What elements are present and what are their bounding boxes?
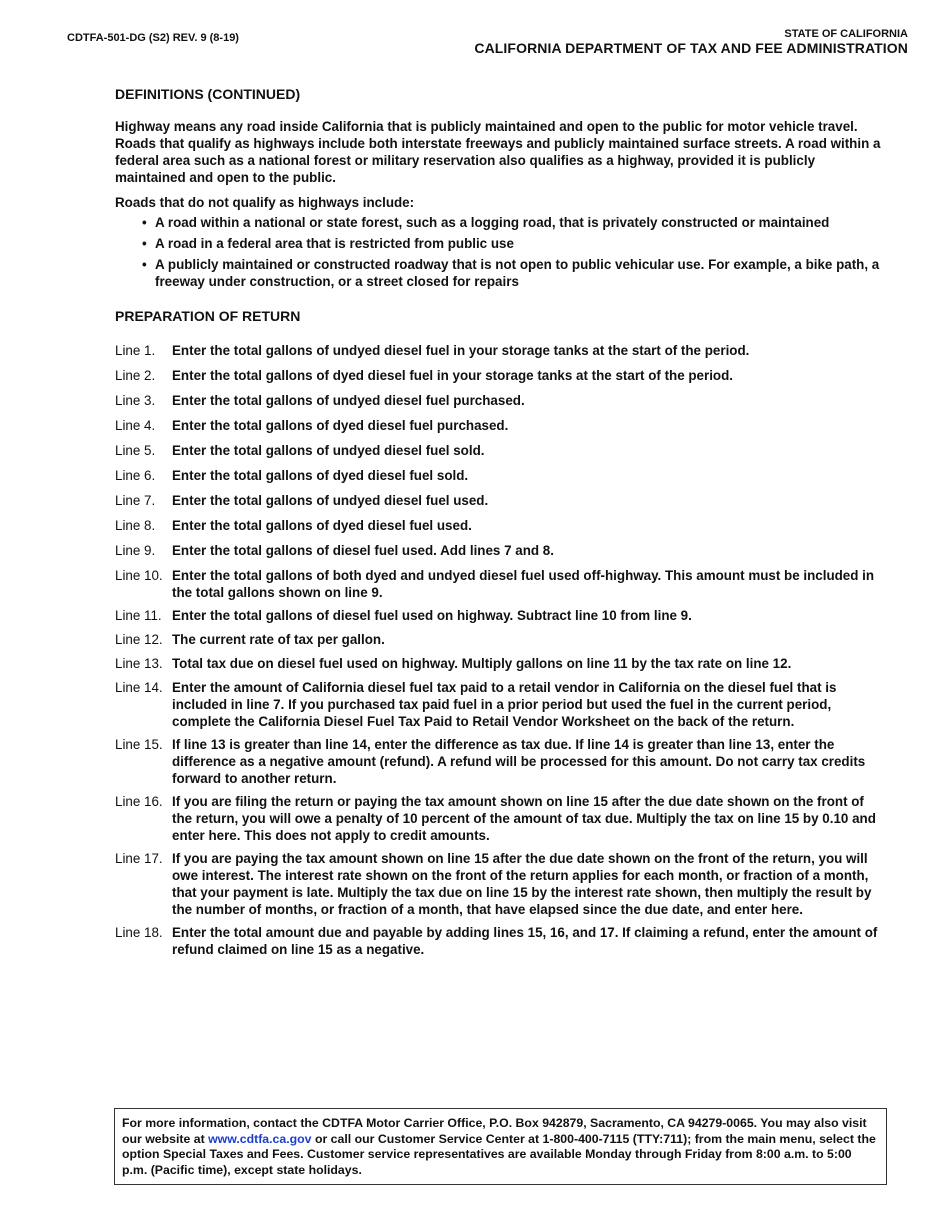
line-label: Line 11.	[115, 608, 162, 623]
line-label: Line 15.	[115, 737, 163, 752]
line-text: If you are paying the tax amount shown on line 15 after the due date shown on the front of the return, you will owe interest. The interest rate shown on the front of the return applies for each month, or fraction of a month, that your payment is late. Multiply the tax due on line 15 by the interest rate shown, then multiply the result by the number of months, or fraction of a month, that have elapsed since the due date, and enter here.	[172, 851, 872, 917]
contact-info-text: For more information, contact the CDTFA Motor Carrier Office, P.O. Box 942879, Sacramento, CA 94279-0065. You may also visit our website at www.cdtfa.ca.gov or call our Customer Service Center at 1-800-400-7115 (TTY:711); from the main menu, select the option Special Taxes and Fees. Customer service representatives are available Monday through Friday from 8:00 a.m. to 5:00 p.m. (Pacific time), except state holidays.	[122, 1116, 876, 1177]
line-label: Line 7.	[115, 493, 156, 508]
line-label: Line 17.	[115, 851, 163, 866]
document-body	[115, 86, 885, 964]
line-label: Line 9.	[115, 543, 156, 558]
line-row	[115, 467, 885, 484]
line-label: Line 8.	[115, 518, 156, 533]
line-text: Enter the total gallons of dyed diesel fuel used.	[172, 518, 472, 533]
line-row	[115, 492, 885, 509]
line-row	[115, 517, 885, 534]
line-row	[115, 567, 885, 601]
line-text: Total tax due on diesel fuel used on highway. Multiply gallons on line 11 by the tax rate on line 12.	[172, 656, 792, 671]
line-row	[115, 736, 885, 787]
definitions-heading: DEFINITIONS (CONTINUED)	[115, 86, 301, 102]
line-label: Line 5.	[115, 443, 156, 458]
line-label: Line 3.	[115, 393, 156, 408]
bullet-icon: •	[142, 257, 147, 272]
state-label: STATE OF CALIFORNIA	[784, 28, 908, 40]
line-row	[115, 607, 885, 624]
line-row	[115, 542, 885, 559]
line-text: Enter the total gallons of both dyed and undyed diesel fuel used off-highway. This amount must be included in the total gallons shown on line 9.	[172, 568, 875, 600]
line-text: Enter the total gallons of dyed diesel fuel sold.	[172, 468, 469, 483]
line-text: Enter the total gallons of undyed diesel fuel in your storage tanks at the start of the period.	[172, 343, 750, 358]
line-text: Enter the amount of California diesel fuel tax paid to a retail vendor in California on the diesel fuel that is included in line 7. If you purchased tax paid fuel in a prior period but used the fuel in the current period, complete the California Diesel Fuel Tax Paid to Retail Vendor Worksheet on the back of the return.	[172, 680, 837, 729]
line-text: If you are filing the return or paying the tax amount shown on line 15 after the due date shown on the front of the return, you will owe a penalty of 10 percent of the amount of tax due. Multiply the tax on line 15 by 0.10 and enter here. This does not apply to credit amounts.	[172, 794, 876, 843]
line-text: If line 13 is greater than line 14, enter the difference as tax due. If line 14 is greater than line 13, enter the difference as a negative amount (refund). A refund will be processed for this amount. Do not carry tax credits forward to another return.	[172, 737, 866, 786]
line-label: Line 1.	[115, 343, 156, 358]
list-item: • A road in a federal area that is restricted from public use	[142, 236, 514, 251]
non-highway-list	[115, 214, 885, 290]
list-item: • A road within a national or state forest, such as a logging road, that is privately constructed or maintained	[142, 215, 830, 230]
line-label: Line 6.	[115, 468, 156, 483]
line-label: Line 10.	[115, 568, 163, 583]
line-row	[115, 442, 885, 459]
line-row	[115, 793, 885, 844]
line-text: Enter the total gallons of undyed diesel fuel purchased.	[172, 393, 525, 408]
line-label: Line 4.	[115, 418, 156, 433]
line-label: Line 13.	[115, 656, 163, 671]
bullet-icon: •	[142, 215, 147, 230]
line-row	[115, 924, 885, 958]
website-link[interactable]: www.cdtfa.ca.gov	[208, 1131, 312, 1146]
line-label: Line 2.	[115, 368, 156, 383]
form-id: CDTFA-501-DG (S2) REV. 9 (8-19)	[67, 32, 239, 44]
list-item: • A publicly maintained or constructed roadway that is not open to public vehicular use. For example, a bike path, a freeway under construction, or a street closed for repairs	[142, 257, 880, 289]
contact-info-box	[114, 1108, 887, 1185]
line-row	[115, 631, 885, 648]
line-row	[115, 679, 885, 730]
line-text: Enter the total amount due and payable by adding lines 15, 16, and 17. If claiming a refund, enter the amount of refund claimed on line 15 as a negative.	[172, 925, 878, 957]
line-text: The current rate of tax per gallon.	[172, 632, 385, 647]
line-instructions	[115, 342, 885, 958]
line-text: Enter the total gallons of undyed diesel fuel sold.	[172, 443, 485, 458]
department-title: CALIFORNIA DEPARTMENT OF TAX AND FEE ADMINISTRATION	[474, 40, 908, 56]
line-row	[115, 342, 885, 359]
line-text: Enter the total gallons of diesel fuel used. Add lines 7 and 8.	[172, 543, 554, 558]
line-text: Enter the total gallons of undyed diesel fuel used.	[172, 493, 489, 508]
line-text: Enter the total gallons of dyed diesel fuel purchased.	[172, 418, 509, 433]
line-row	[115, 392, 885, 409]
line-row	[115, 850, 885, 918]
line-row	[115, 417, 885, 434]
line-text: Enter the total gallons of dyed diesel fuel in your storage tanks at the start of the period.	[172, 368, 734, 383]
line-row	[115, 367, 885, 384]
bullet-icon: •	[142, 236, 147, 251]
line-row	[115, 655, 885, 672]
highway-definition: Highway means any road inside California that is publicly maintained and open to the public for motor vehicle travel. Roads that qualify as highways include both interstate freeways and publicly maintained surface streets. A road within a federal area such as a national forest or military reservation also qualifies as a highway, provided it is publicly maintained and open to the public.	[115, 119, 881, 185]
line-text: Enter the total gallons of diesel fuel used on highway. Subtract line 10 from line 9.	[172, 608, 692, 623]
line-label: Line 14.	[115, 680, 163, 695]
preparation-heading: PREPARATION OF RETURN	[115, 308, 301, 324]
roads-intro: Roads that do not qualify as highways include:	[115, 195, 415, 210]
line-label: Line 18.	[115, 925, 163, 940]
line-label: Line 16.	[115, 794, 163, 809]
line-label: Line 12.	[115, 632, 163, 647]
